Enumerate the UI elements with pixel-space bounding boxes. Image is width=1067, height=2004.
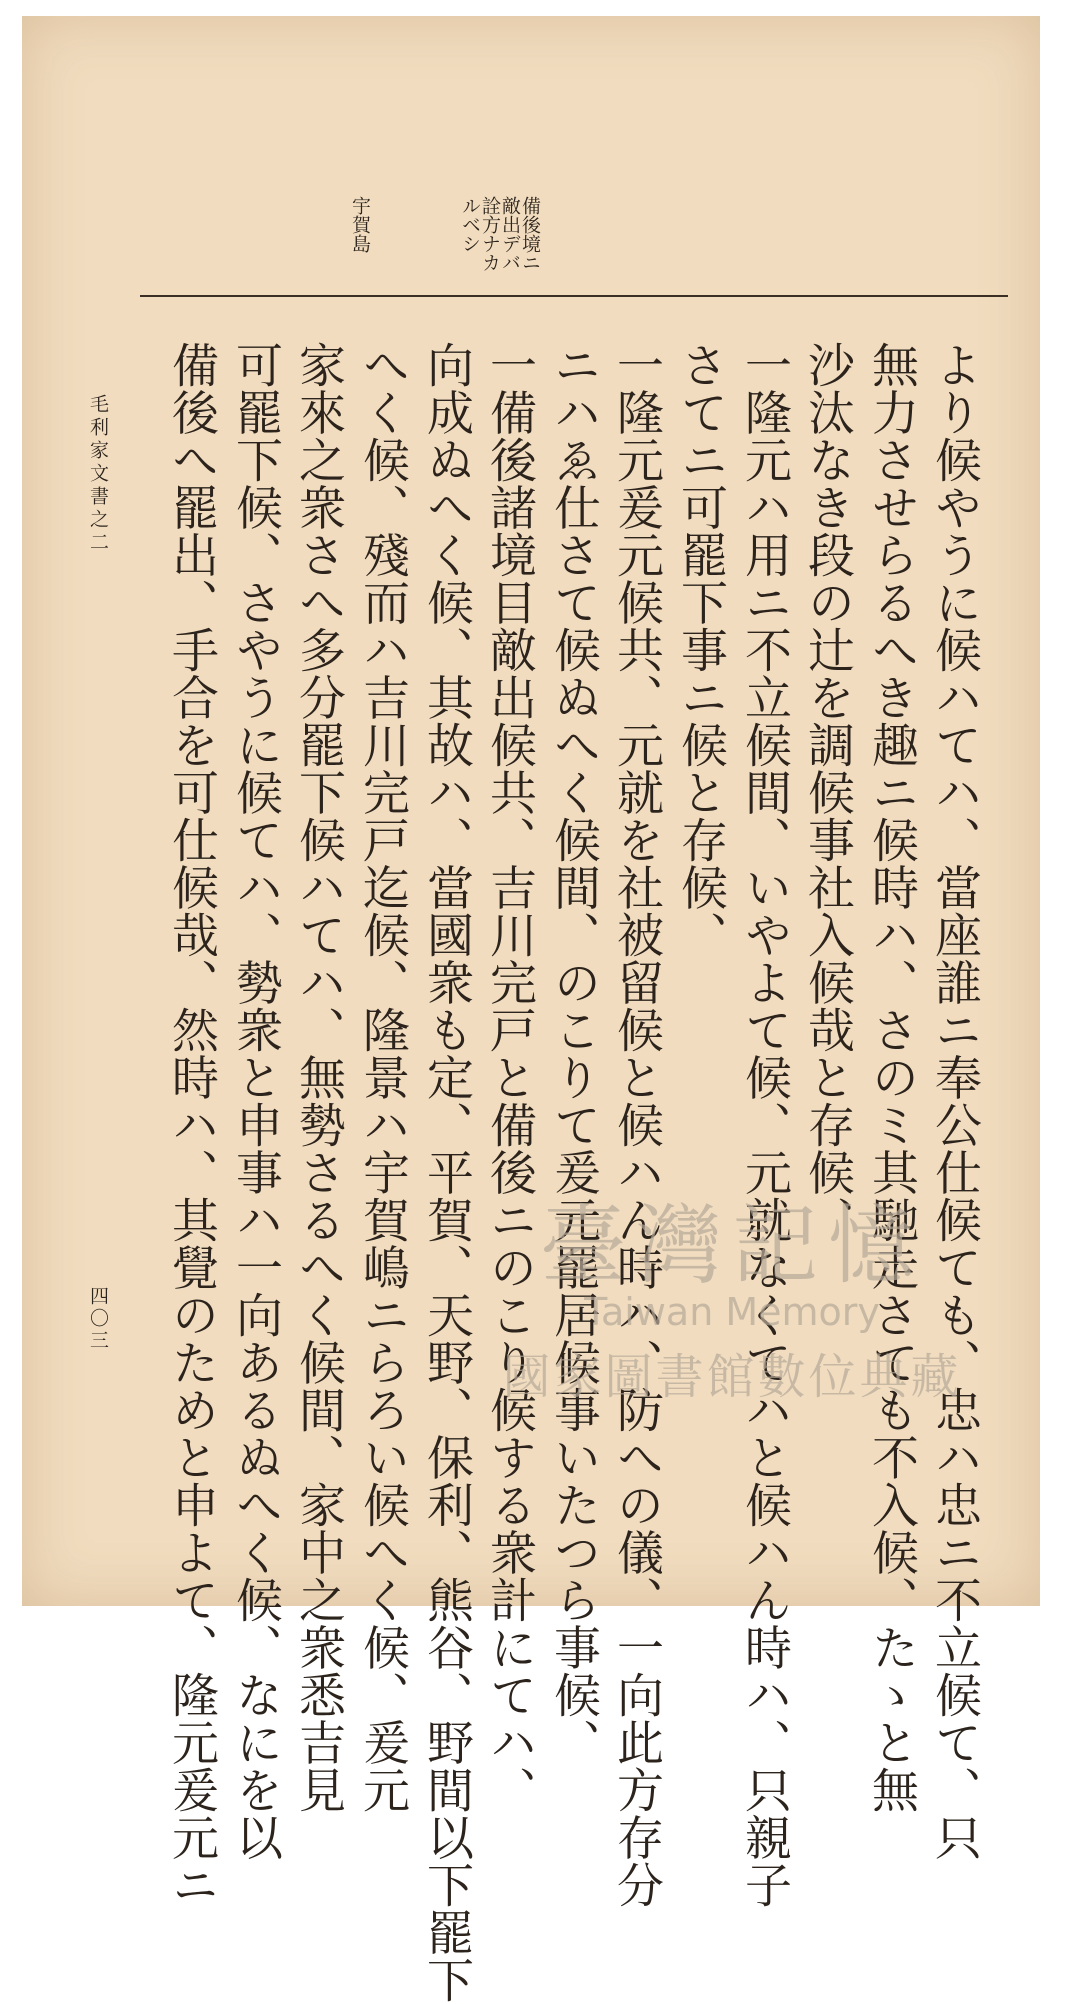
text-column: より候やうに候ハてハ、當座誰ニ奉公仕候ても、忠ハ忠ニ不立候て、只	[927, 341, 982, 1861]
header-rule	[140, 295, 1008, 297]
margin-note	[460, 196, 540, 272]
text-column: 一隆元ハ用ニ不立候間、いやよて候、元就なくてハと候ハん時ハ、只親子	[737, 341, 792, 1909]
margin-note-line: 備後境ニ	[519, 196, 541, 272]
margin-note-line: 敵出デバ	[499, 196, 521, 272]
margin-note-line: ルベシ	[459, 196, 481, 253]
text-column: 沙汰なき段の辻を調候事社入候哉と存候、	[800, 341, 855, 1244]
watermark-title: 臺灣記憶	[540, 1196, 924, 1296]
text-column: 備後へ罷出、手合を可仕候哉、然時ハ、其覺のためと申よて、隆元爰元ニ	[164, 341, 219, 1909]
text-column: 家來之衆さへ多分罷下候ハてハ、無勢さるへく候間、家中之衆悉吉見	[291, 341, 346, 1814]
margin-note-line: 宇賀島	[349, 196, 371, 253]
text-column: さてニ可罷下事ニ候と存候、	[673, 341, 728, 959]
running-header: 毛利家文書之二	[87, 394, 109, 555]
watermark-library: 國家圖書館數位典藏	[502, 1349, 962, 1405]
text-column: 可罷下候、さやうに候てハ、勢衆と申事ハ一向あるぬへく候、なにを以	[228, 341, 283, 1861]
margin-note-line: 詮方ナカ	[479, 196, 501, 272]
text-column: 向成ぬへく候、其故ハ、當國衆も定、平賀、天野、保利、熊谷、野間以下罷下	[419, 341, 474, 2004]
text-column: へく候、殘而ハ吉川完戸迄候、隆景ハ宇賀嶋ニらろい候へく候、爰元	[355, 341, 410, 1814]
text-column: ニハゑ仕さて候ぬへく候間、のこりて爰元罷居候事いたつら事候、	[546, 341, 601, 1766]
text-column: 一隆元爰元候共、元就を社被留候と候ハん時ハ、防への儀、一向此方存分	[609, 341, 664, 1909]
watermark-english: Taiwan Memory	[584, 1290, 880, 1334]
text-column: 無力させらるへき趣ニ候時ハ、さのミ其馳走さても不入候、たゝと無	[864, 341, 919, 1814]
margin-note-place	[350, 196, 370, 253]
watermark	[492, 1196, 972, 1407]
document-page	[22, 16, 1040, 2004]
page-number: 四〇三	[87, 1286, 109, 1352]
text-column: 一備後諸境目敵出候共、吉川完戸と備後ニのこり候する衆計にてハ、	[482, 341, 537, 1814]
